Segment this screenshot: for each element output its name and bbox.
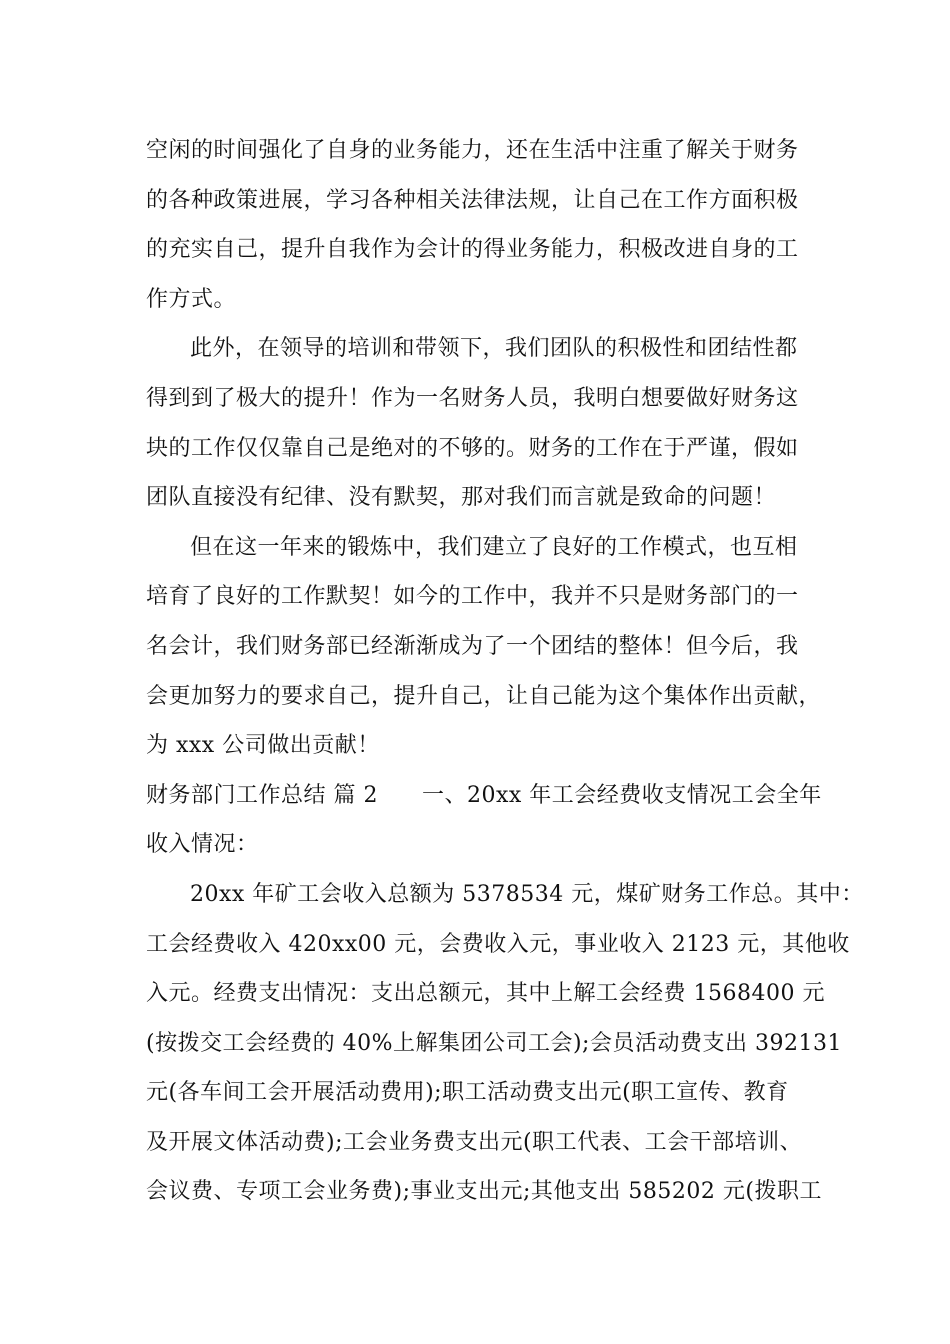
text-line: 培育了良好的工作默契！如今的工作中，我并不只是财务部门的一 — [146, 584, 799, 610]
text-line: 会更加努力的要求自己，提升自己，让自己能为这个集体作出贡献， — [146, 683, 822, 709]
text-line: 团队直接没有纪律、没有默契，那对我们而言就是致命的问题！ — [146, 485, 777, 511]
document-body — [146, 126, 864, 1217]
text-line: 工会经费收入 420xx00 元，会费收入元，事业收入 2123 元，其他收 — [146, 931, 850, 957]
text-line: 会议费、专项工会业务费);事业支出元;其他支出 585202 元(拨职工 — [146, 1179, 822, 1205]
text-line: 作方式。 — [146, 286, 237, 312]
text-line: 元(各车间工会开展活动费用);职工活动费支出元(职工宣传、教育 — [146, 1080, 789, 1106]
paragraph-first-line: 此外，在领导的培训和带领下，我们团队的积极性和团结性都 — [190, 336, 798, 362]
text-line: 名会计，我们财务部已经渐渐成为了一个团结的整体！但今后，我 — [146, 633, 799, 659]
text-line: 收入情况： — [146, 832, 259, 858]
text-line: 及开展文体活动费);工会业务费支出元(职工代表、工会干部培训、 — [146, 1129, 803, 1155]
text-line: (按拨交工会经费的 40%上解集团公司工会);会员活动费支出 392131 — [146, 1030, 842, 1056]
text-line: 空闲的时间强化了自身的业务能力，还在生活中注重了解关于财务 — [146, 138, 799, 163]
text-line: 为 xxx 公司做出贡献！ — [146, 733, 380, 759]
paragraph-first-line: 20xx 年矿工会收入总额为 5378534 元，煤矿财务工作总。其中： — [190, 881, 864, 907]
text-line: 的充实自己，提升自我作为会计的得业务能力，积极改进自身的工 — [146, 237, 799, 263]
text-line: 得到到了极大的提升！作为一名财务人员，我明白想要做好财务这 — [146, 385, 799, 411]
text-line: 的各种政策进展，学习各种相关法律法规，让自己在工作方面积极 — [146, 187, 799, 213]
text-line: 块的工作仅仅靠自己是绝对的不够的。财务的工作在于严谨，假如 — [146, 435, 799, 461]
text-line: 入元。经费支出情况：支出总额元，其中上解工会经费 1568400 元 — [146, 981, 825, 1007]
paragraph-first-line: 但在这一年来的锻炼中，我们建立了良好的工作模式，也互相 — [190, 534, 798, 560]
section-heading-line — [146, 771, 822, 821]
section-heading: 财务部门工作总结 篇 2 — [146, 782, 378, 808]
section-intro: 一、20xx 年工会经费收支情况工会全年 — [421, 782, 822, 808]
